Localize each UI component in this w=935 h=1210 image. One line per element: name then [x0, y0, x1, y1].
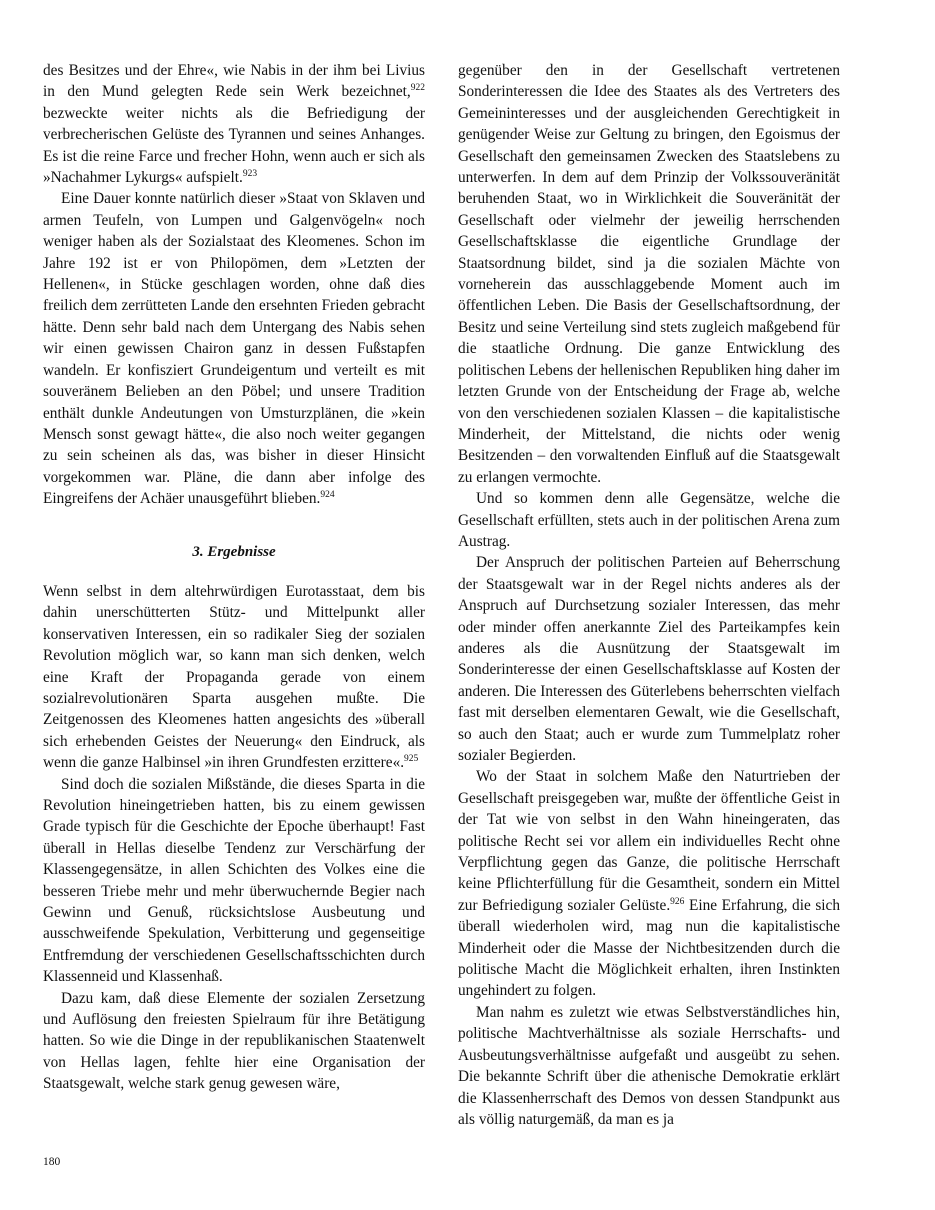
- paragraph: Eine Dauer konnte natürlich dieser »Staat von Sklaven und armen Teufeln, von Lumpen und Galgenvögeln« noch weniger haben als der Sozialstaat des Kleomenes. Schon im Jahre 192 ist er von Philopömen, dem »Letzten der Hellenen«, in Stücke geschlagen worden, ohne daß dies freilich dem zerrütteten Lande den ersehnten Frieden gebracht hätte. Denn sehr bald nach dem Untergang des Nabis sehen wir einen gewissen Chairon ganz in dessen Fußstapfen wandeln. Er konfisziert Grundeigentum und verteilt es mit souveränem Belieben an den Pöbel; und unsere Tradition enthält dunkle Andeutungen von Umsturzplänen, die »kein Mensch sonst gewagt hätte«, die also noch weiter gegangen zu sein scheinen als das, was bisher in dieser Hinsicht vorgekommen war. Pläne, die dann aber infolge des Eingreifens der Achäer unausgeführt blieben.$^{924}$: [43, 190, 425, 508]
- paragraph: Wenn selbst in dem altehrwürdigen Eurotasstaat, dem bis dahin unerschütterten Stütz- und Mittelpunkt aller konservativen Interessen, ein so radikaler Sieg der sozialen Revolution möglich war, so kann man sich denken, welch eine Kraft der Propaganda gerade von einem sozialrevolutionären Sparta ausgehen mußte. Die Zeitgenossen des Kleomenes hatten angesichts des »überall sich erhebenden Geistes der Neuerung« den Eindruck, als wenn die ganze Halbinsel »in ihren Grundfesten erzittere«.$^{925}$: [43, 582, 425, 772]
- paragraph: Und so kommen denn alle Gegensätze, welche die Gesellschaft erfüllten, stets auch in der politischen Arena zum Austrag.: [458, 490, 840, 550]
- footnote-ref[interactable]: 922: [410, 83, 425, 94]
- section-heading: 3. Ergebnisse: [192, 543, 276, 560]
- footnote-ref[interactable]: 926: [670, 896, 685, 907]
- paragraph: des Besitzes und der Ehre«, wie Nabis in der ihm bei Livius in den Mund gelegten Rede sein Werk bezeichnet,$^{922}$ bezweckte weiter nichts als die Befriedigung der verbrecherischen Gelüste des Tyrannen und seines Anhanges. Es ist die reine Farce und frecher Hohn, wenn auch er sich als »Nachahmer Lykurgs« aufspielt.$^{923}$: [43, 62, 425, 187]
- footnote-ref[interactable]: 924: [320, 490, 335, 501]
- paragraph: Wo der Staat in solchem Maße den Naturtrieben der Gesellschaft preisgegeben war, mußte der öffentliche Geist in der Tat wie von selbst in den Wahn hineingeraten, das politische Recht sei vor allem ein individuelles Recht ohne Verpflichtung gegen das Ganze, die politische Herrschaft keine Pflichterfüllung für die Gesamtheit, sondern ein Mittel zur Befriedigung sozialer Gelüste.$^{926}$ Eine Erfahrung, die sich überall wiederholen wird, mag nun die kapitalistische Minderheit oder die Masse der Nichtbesitzenden durch die politische Macht die Möglichkeit erhalten, ihren Instinkten ungehindert zu folgen.: [458, 768, 840, 1000]
- paragraph: Man nahm es zuletzt wie etwas Selbstverständliches hin, politische Machtverhältnisse als soziale Herrschafts- und Ausbeutungsverhältnisse aufgefaßt und ausgeübt zu sehen. Die bekannte Schrift über die athenische Demokratie erklärt die Klassenherrschaft des Demos von dessen Standpunkt aus als völlig naturgemäß, da man es ja: [458, 1003, 840, 1128]
- page-number: 180: [43, 1156, 61, 1168]
- paragraph: Dazu kam, daß diese Elemente der sozialen Zersetzung und Auflösung den freiesten Spielraum für ihre Betätigung hatten. So wie die Dinge in der republikanischen Staatenwelt von Hellas lagen, fehlte hier eine Organisation der Staatsgewalt, welche stark genug gewesen wäre,: [43, 989, 425, 1093]
- paragraph: gegenüber den in der Gesellschaft vertretenen Sonderinteressen die Idee des Staates als des Vertreters des Gemeininteresses und der ausgleichenden Gerechtigkeit in genügender Weise zur Geltung zu bringen, den Egoismus der Gesellschaft den gemeinsamen Zwecken des Staatslebens zu unterwerfen. In dem auf dem Prinzip der Volkssouveränität beruhenden Staat, wo in Wirklichkeit die Souveränität der Gesellschaft oder vielmehr der jeweilig herrschenden Gesellschaftsklasse die eigentliche Grundlage der Staatsordnung bildet, sind ja die sozialen Mächte von vorneherein das ausschlaggebende Moment auch im öffentlichen Leben. Die Basis der Gesellschaftsordnung, der Besitz und seine Verteilung sind stets zugleich maßgebend für die staatliche Ordnung. Die ganze Entwicklung des politischen Lebens der hellenischen Republiken hing daher im letzten Grunde von der Entscheidung der Frage ab, welche von den verschiedenen sozialen Klassen – die kapitalistische Minderheit, der Mittelstand, die nichts oder wenig Besitzenden – den vorwaltenden Einfluß auf die Staatsgewalt zu erlangen vermochte.: [458, 62, 840, 486]
- footnote-ref[interactable]: 923: [242, 169, 258, 180]
- footnote-ref[interactable]: 925: [404, 754, 419, 765]
- left-column: [43, 60, 425, 1095]
- right-column: [458, 60, 840, 1130]
- paragraph: Sind doch die sozialen Mißstände, die dieses Sparta in die Revolution hineingetrieben hatten, bis zu einem gewissen Grade typisch für die Geschichte der Epoche überhaupt! Fast überall in Hellas dieselbe Tendenz zur Verschärfung der Klassengegensätze, in allen Schichten des Volkes eine die besseren Triebe mehr und mehr überwuchernde Begier nach Gewinn und Genuß, rücksichtslose Ausbeutung und ausschweifende Spekulation, Verbitterung und gegenseitige Entfremdung der verschiedenen Gesellschaftsschichten durch Klassenneid und Klassenhaß.: [43, 775, 425, 986]
- paragraph: Der Anspruch der politischen Parteien auf Beherrschung der Staatsgewalt war in der Regel nichts anderes als der Anspruch auf Durchsetzung sozialer Interessen, das mehr oder minder offen anerkannte Ziel des Parteikampfes kein anderes als die Ausnützung der Staatsgewalt im Sonderinteresse der einen Gesellschaftsklasse auf Kosten der anderen. Die Interessen des Güterlebens beherrschten vielfach fast mit derselben elementaren Gewalt, wie die Gesellschaft, so auch den Staat; auch er wurde zum Tummelplatz roher sozialer Begierden.: [458, 554, 840, 764]
